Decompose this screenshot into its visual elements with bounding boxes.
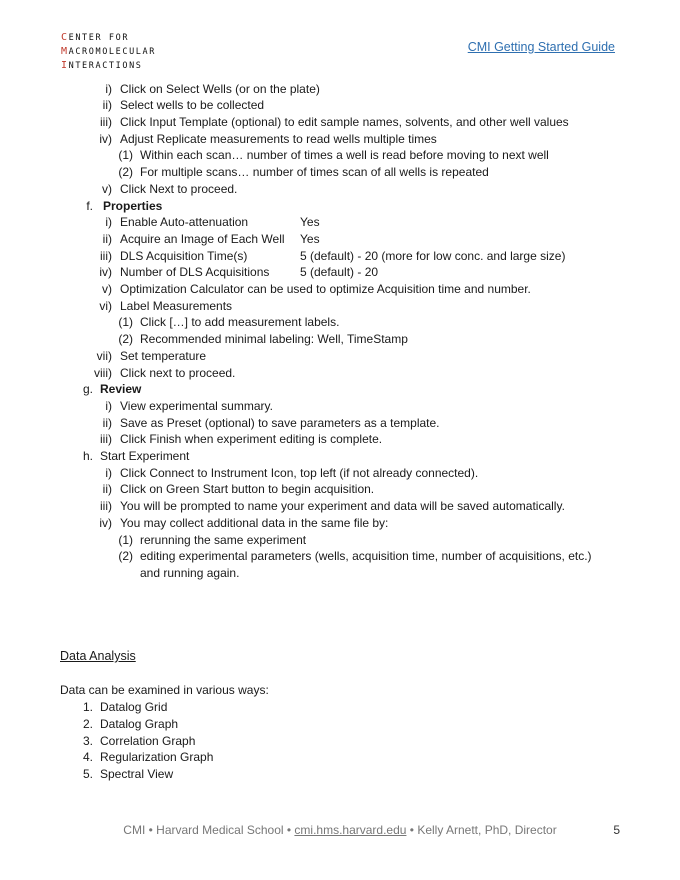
list-marker: (2): [118, 165, 133, 179]
list-text: For multiple scans… number of times scan of all wells is repeated: [140, 165, 489, 179]
list-text: Recommended minimal labeling: Well, TimeStamp: [140, 332, 408, 346]
list-marker: v): [102, 182, 112, 196]
list-marker: iv): [99, 132, 112, 146]
property-value: 5 (default) - 20: [300, 265, 379, 279]
list-text: Optimization Calculator can be used to optimize Acquisition time and number.: [120, 282, 531, 296]
list-text: Select wells to be collected: [120, 98, 265, 112]
list-text: Label Measurements: [120, 299, 233, 313]
list-text: Spectral View: [100, 767, 174, 781]
footer-link[interactable]: cmi.hms.harvard.edu: [294, 823, 407, 837]
list-text: You will be prompted to name your experiment and data will be saved automatically.: [120, 499, 565, 513]
list-text: rerunning the same experiment: [140, 533, 307, 547]
logo-line: MACROMOLECULAR: [61, 46, 156, 57]
list-marker: v): [102, 282, 112, 296]
list-text: Click Connect to Instrument Icon, top left (if not already connected).: [120, 466, 479, 480]
footer-right: • Kelly Arnett, PhD, Director: [406, 823, 557, 837]
list-marker: ii): [102, 232, 112, 246]
list-text: Click […] to add measurement labels.: [140, 315, 340, 329]
list-marker: i): [105, 215, 112, 229]
list-marker: ii): [102, 98, 112, 112]
list-text: Click on Select Wells (or on the plate): [120, 82, 320, 96]
list-text: Properties: [103, 199, 163, 213]
property-value: Yes: [300, 215, 320, 229]
list-marker: i): [105, 399, 112, 413]
cmi-logo: [61, 31, 156, 73]
list-marker: 2.: [82, 717, 93, 731]
list-text: Click on Green Start button to begin acquisition.: [120, 482, 375, 496]
list-marker: vi): [99, 299, 112, 313]
list-marker: (1): [118, 315, 133, 329]
footer-left: CMI • Harvard Medical School •: [123, 823, 295, 837]
list-marker: (2): [118, 332, 133, 346]
list-text: Click Input Template (optional) to edit sample names, solvents, and other well values: [120, 115, 569, 129]
list-text: Correlation Graph: [100, 734, 196, 748]
list-marker: viii): [94, 366, 112, 380]
list-marker: 5.: [82, 767, 93, 781]
list-marker: (1): [118, 148, 133, 162]
property-value: Yes: [300, 232, 320, 246]
list-marker: iii): [100, 115, 112, 129]
list-marker: iv): [99, 516, 112, 530]
list-text: Number of DLS Acquisitions: [120, 265, 270, 279]
list-marker: 4.: [82, 750, 93, 764]
data-analysis-heading: Data Analysis: [60, 649, 136, 663]
list-text: Enable Auto-attenuation: [120, 215, 249, 229]
list-text: Click Finish when experiment editing is complete.: [120, 432, 383, 446]
list-text: Within each scan… number of times a well is read before moving to next well: [140, 148, 549, 162]
list-marker: ii): [102, 416, 112, 430]
list-marker: iii): [100, 499, 112, 513]
list-text: Review: [100, 382, 142, 396]
list-text: Set temperature: [120, 349, 207, 363]
property-value: 5 (default) - 20 (more for low conc. and large size): [300, 249, 566, 263]
list-marker: 3.: [82, 734, 93, 748]
list-marker: i): [105, 82, 112, 96]
list-text: Save as Preset (optional) to save parameters as a template.: [120, 416, 440, 430]
list-marker: (1): [118, 533, 133, 547]
list-text: Regularization Graph: [100, 750, 214, 764]
list-text: View experimental summary.: [120, 399, 273, 413]
logo-line: INTERACTIONS: [61, 60, 143, 71]
list-marker: (2): [118, 549, 133, 563]
list-text: DLS Acquisition Time(s): [120, 249, 248, 263]
data-analysis-intro: Data can be examined in various ways:: [60, 683, 269, 697]
list-text: and running again.: [140, 566, 240, 580]
list-marker: iii): [100, 432, 112, 446]
list-text: Click Next to proceed.: [120, 182, 238, 196]
list-text: editing experimental parameters (wells, acquisition time, number of acquisitions, etc.): [140, 549, 592, 563]
list-text: Start Experiment: [100, 449, 190, 463]
page-number: 5: [613, 823, 620, 837]
list-marker: i): [105, 466, 112, 480]
list-marker: iv): [99, 265, 112, 279]
list-marker: 1.: [82, 700, 93, 714]
list-marker: vii): [96, 349, 112, 363]
footer: [0, 823, 680, 837]
list-text: Adjust Replicate measurements to read wells multiple times: [120, 132, 437, 146]
list-text: Click next to proceed.: [120, 366, 236, 380]
guide-link[interactable]: CMI Getting Started Guide: [467, 40, 615, 54]
list-text: Datalog Graph: [100, 717, 179, 731]
list-marker: f.: [86, 199, 93, 213]
list-text: Datalog Grid: [100, 700, 168, 714]
list-marker: g.: [82, 382, 93, 396]
list-marker: ii): [102, 482, 112, 496]
list-marker: h.: [82, 449, 93, 463]
list-text: Acquire an Image of Each Well: [120, 232, 285, 246]
list-text: You may collect additional data in the same file by:: [120, 516, 389, 530]
logo-line: CENTER FOR: [61, 32, 130, 43]
list-marker: iii): [100, 249, 112, 263]
